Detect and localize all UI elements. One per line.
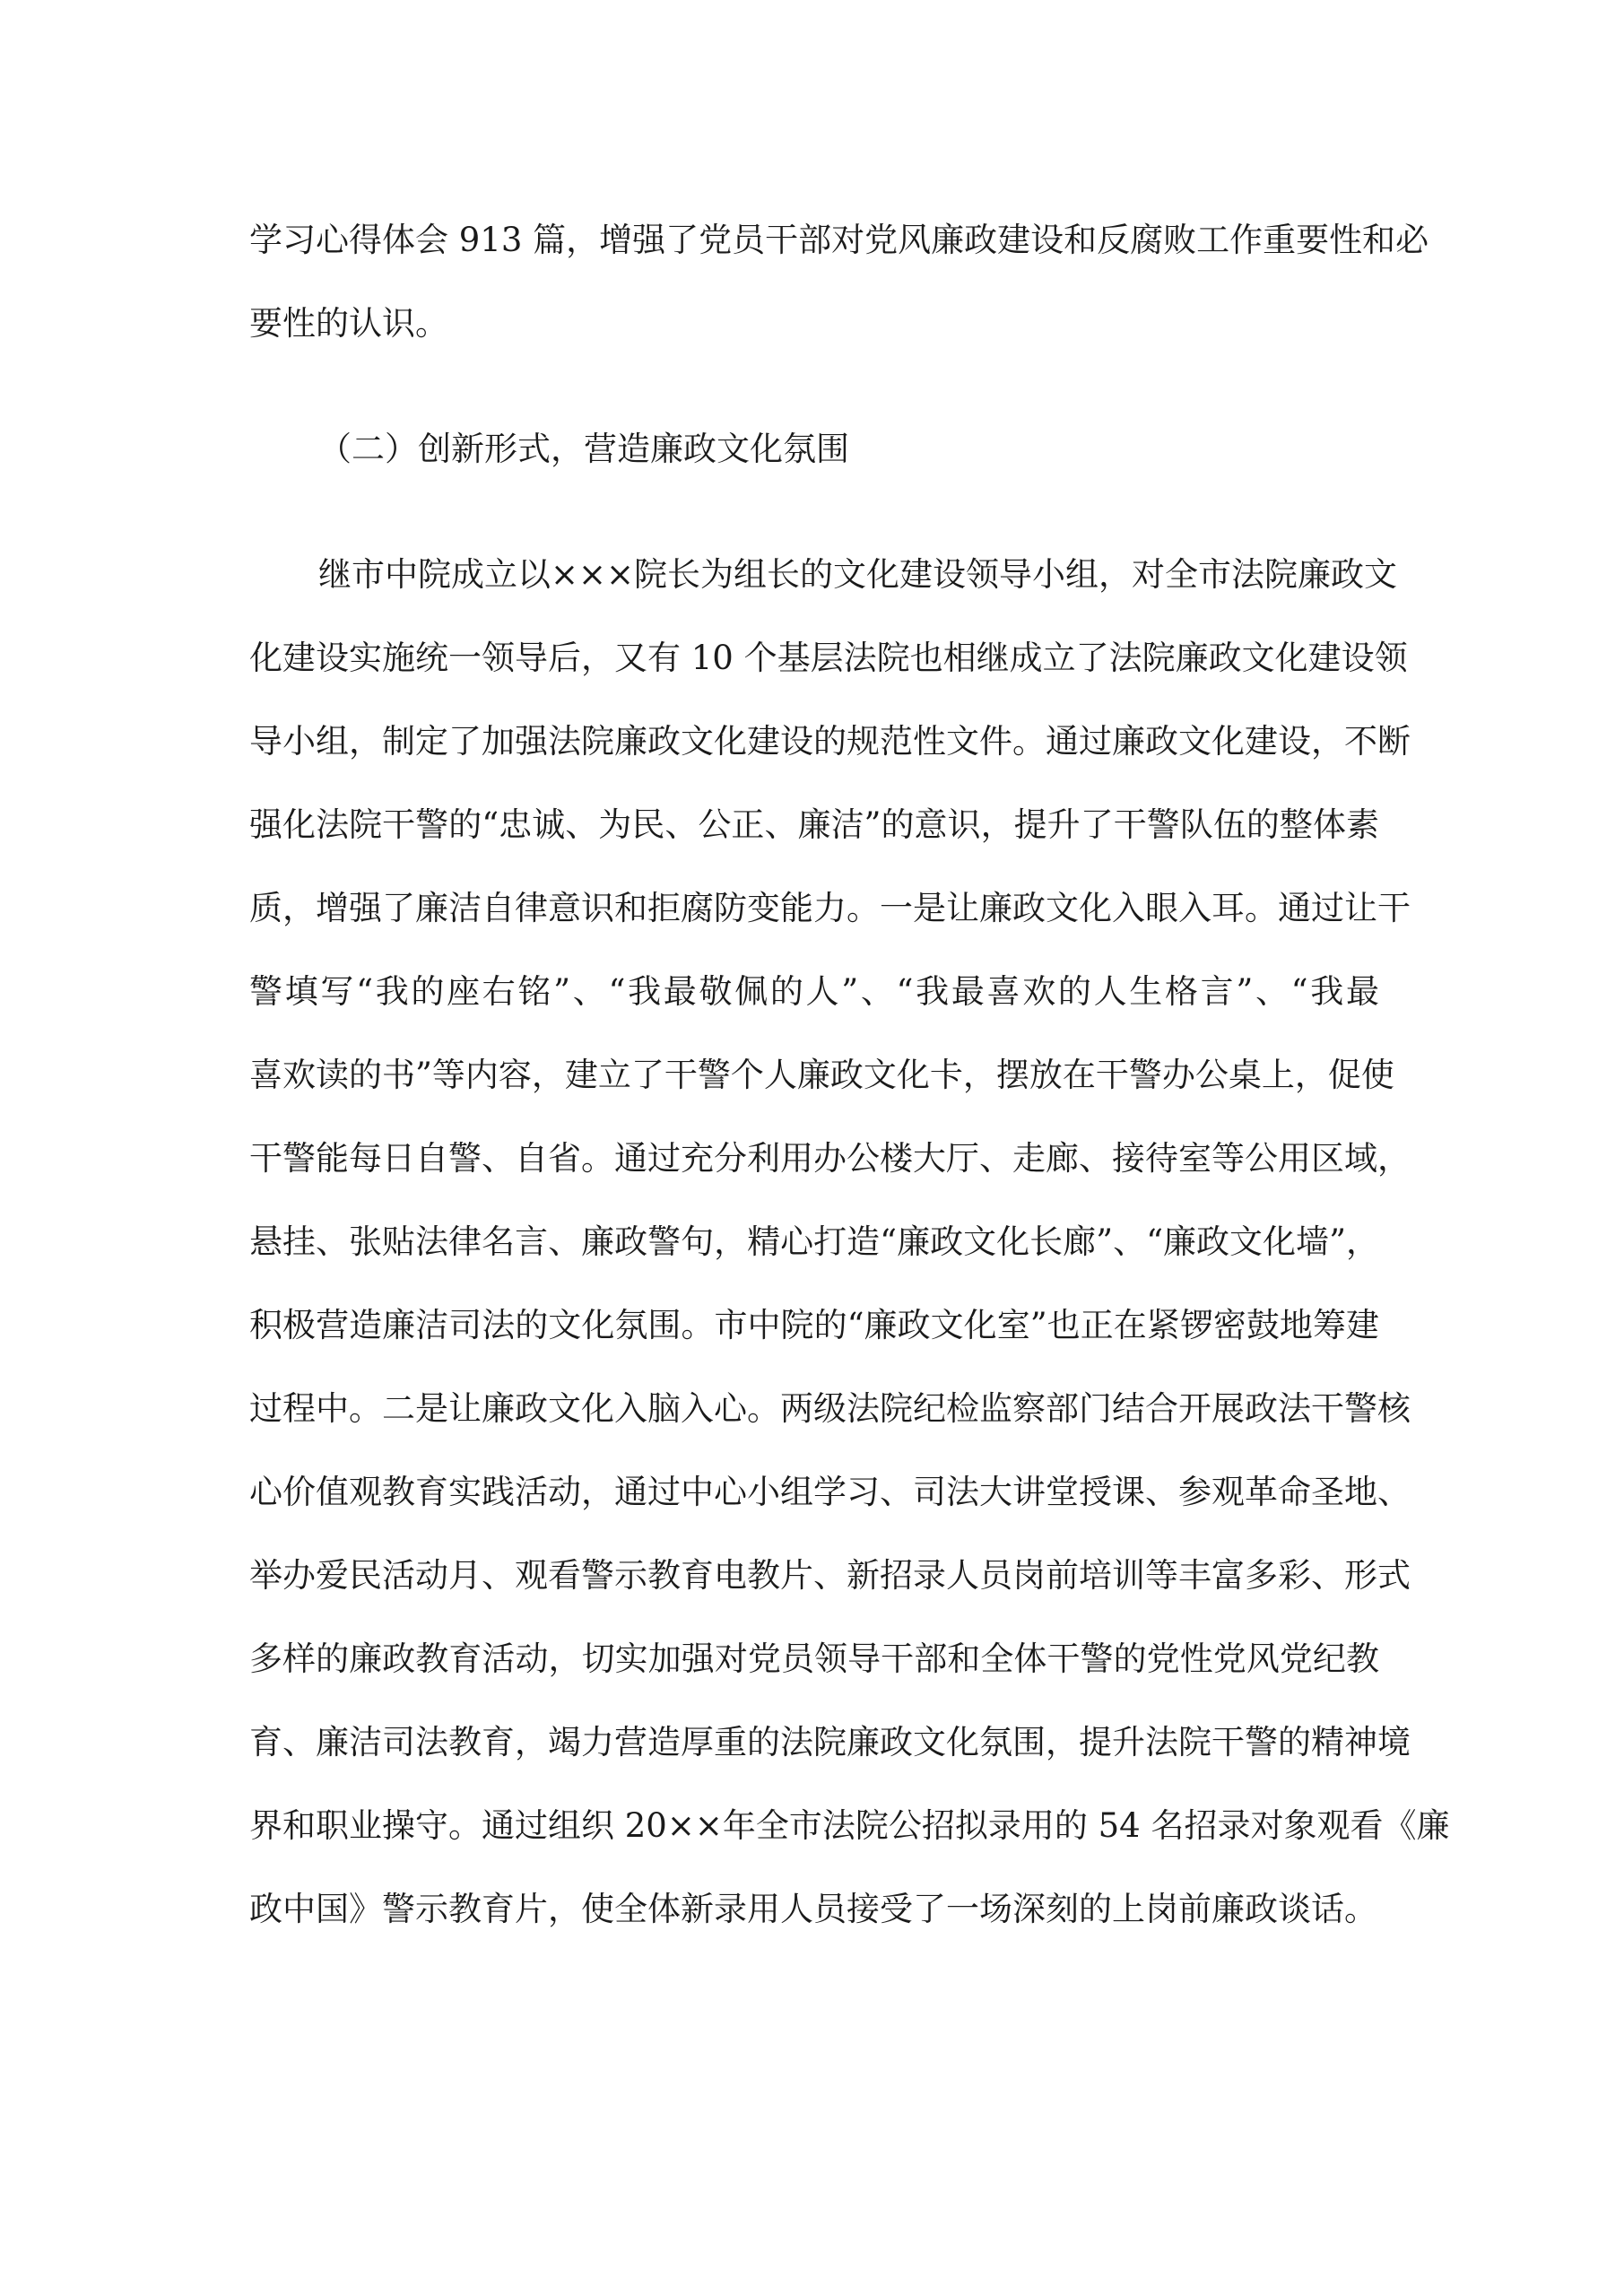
paragraph-2-line-12: 心价值观教育实践活动，通过中心小组学习、司法大讲堂授课、参观革命圣地、 (249, 1473, 1411, 1511)
paragraph-2-line-15: 育、廉洁司法教育，竭力营造厚重的法院廉政文化氛围，提升法院干警的精神境 (249, 1723, 1411, 1761)
paragraph-2-line-17: 政中国》警示教育片，使全体新录用人员接受了一场深刻的上岗前廉政谈话。 (249, 1890, 1377, 1928)
paragraph-2-line-8: 干警能每日自警、自省。通过充分利用办公楼大厅、走廊、接待室等公用区域， (249, 1139, 1411, 1178)
paragraph-2-line-10: 积极营造廉洁司法的文化氛围。市中院的“廉政文化室”也正在紧锣密鼓地筹建 (249, 1306, 1379, 1344)
paragraph-2-line-14: 多样的廉政教育活动，切实加强对党员领导干部和全体干警的党性党风党纪教 (249, 1639, 1379, 1678)
paragraph-2-line-4: 强化法院干警的“忠诚、为民、公正、廉洁”的意识，提升了干警队伍的整体素 (249, 805, 1379, 844)
paragraph-1-line-1: 学习心得体会 913 篇，增强了党员干部对党风廉政建设和反腐败工作重要性和必 (249, 221, 1429, 259)
paragraph-2-line-7: 喜欢读的书”等内容，建立了干警个人廉政文化卡，摆放在干警办公桌上，促使 (249, 1056, 1394, 1094)
paragraph-2-line-6: 警填写“我的座右铭”、“我最敬佩的人”、“我最喜欢的人生格言”、“我最 (249, 972, 1379, 1011)
paragraph-2-line-1: 继市中院成立以×××院长为组长的文化建设领导小组，对全市法院廉政文 (318, 555, 1398, 594)
paragraph-2-line-11: 过程中。二是让廉政文化入脑入心。两级法院纪检监察部门结合开展政法干警核 (249, 1389, 1411, 1428)
paragraph-2-line-3: 导小组，制定了加强法院廉政文化建设的规范性文件。通过廉政文化建设，不断 (249, 722, 1411, 761)
paragraph-1-line-2: 要性的认识。 (249, 304, 448, 343)
paragraph-2-line-9: 悬挂、张贴法律名言、廉政警句，精心打造“廉政文化长廊”、“廉政文化墙”， (249, 1222, 1379, 1261)
paragraph-2-line-2: 化建设实施统一领导后，又有 10 个基层法院也相继成立了法院廉政文化建设领 (249, 639, 1408, 677)
section-heading: （二）创新形式，营造廉政文化氛围 (318, 430, 849, 468)
paragraph-2-line-13: 举办爱民活动月、观看警示教育电教片、新招录人员岗前培训等丰富多彩、形式 (249, 1556, 1411, 1595)
paragraph-2-line-16: 界和职业操守。通过组织 20××年全市法院公招拟录用的 54 名招录对象观看《廉 (249, 1806, 1450, 1845)
paragraph-2-line-5: 质，增强了廉洁自律意识和拒腐防变能力。一是让廉政文化入眼入耳。通过让干 (249, 889, 1411, 927)
